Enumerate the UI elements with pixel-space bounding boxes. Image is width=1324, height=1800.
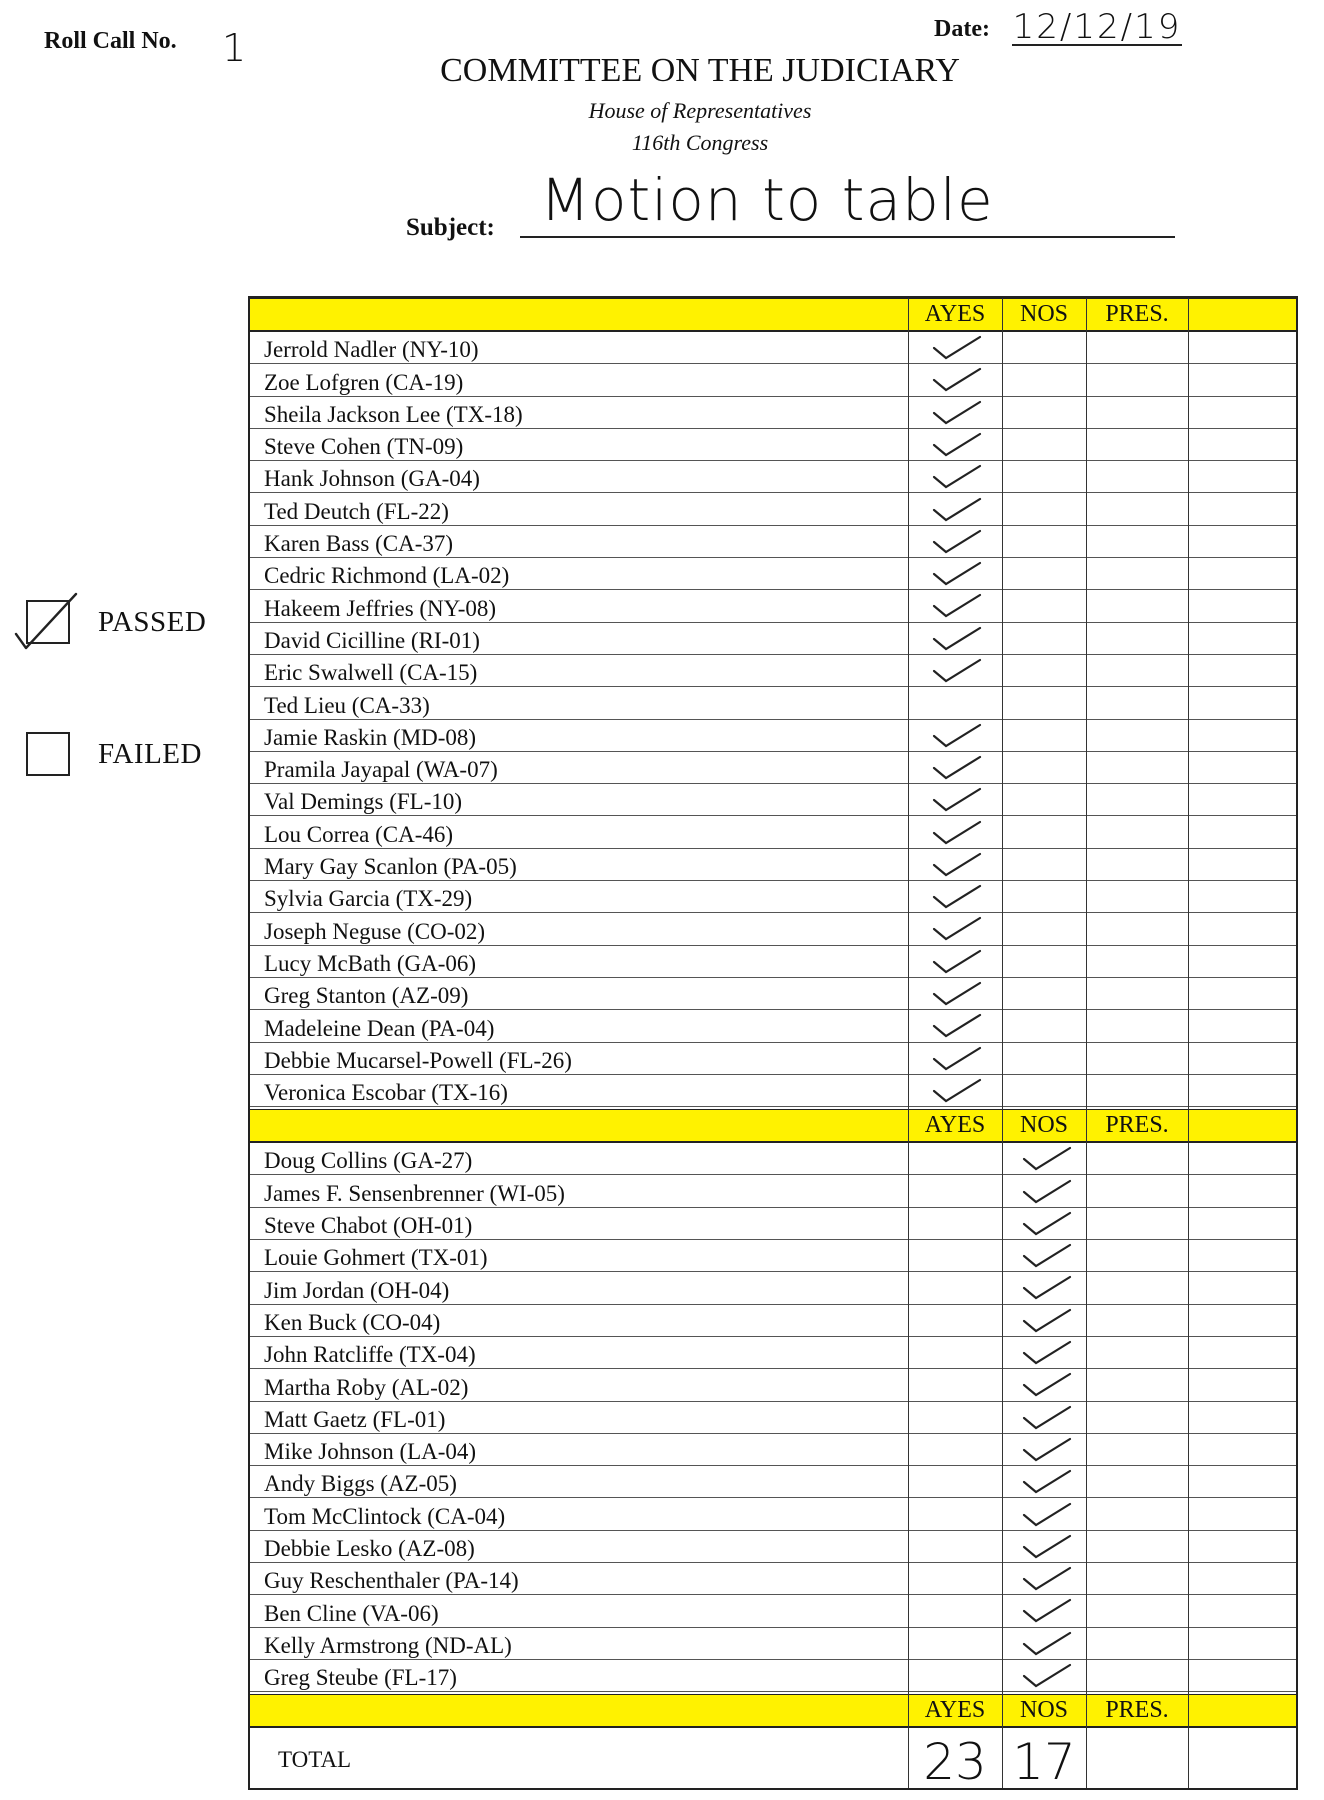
member-row — [250, 558, 1296, 590]
column-divider — [1002, 298, 1003, 1788]
member-row — [250, 752, 1296, 784]
vote-check-icon — [930, 883, 984, 911]
column-header-pres: PRES. — [1105, 1112, 1169, 1139]
member-row — [250, 1176, 1296, 1208]
check-icon — [12, 590, 84, 656]
member-name: Cedric Richmond (LA-02) — [264, 563, 510, 589]
member-row — [250, 1143, 1296, 1175]
member-row — [250, 913, 1296, 945]
member-row — [250, 817, 1296, 849]
subject-underline — [520, 236, 1175, 238]
vote-check-icon — [930, 528, 984, 556]
member-name: Debbie Lesko (AZ-08) — [264, 1536, 475, 1562]
passed-label: PASSED — [98, 605, 207, 638]
member-name: Martha Roby (AL-02) — [264, 1374, 469, 1400]
member-row — [250, 1660, 1296, 1692]
member-row — [250, 429, 1296, 461]
member-name: Sylvia Garcia (TX-29) — [264, 886, 473, 912]
vote-check-icon — [1020, 1339, 1074, 1367]
column-header-ayes: AYES — [924, 1112, 986, 1139]
vote-check-icon — [1020, 1242, 1074, 1270]
vote-check-icon — [930, 980, 984, 1008]
member-name: Karen Bass (CA-37) — [264, 531, 454, 557]
failed-label: FAILED — [98, 737, 202, 770]
member-row — [250, 1531, 1296, 1563]
member-row — [250, 978, 1296, 1010]
vote-check-icon — [930, 754, 984, 782]
member-name: Jim Jordan (OH-04) — [264, 1277, 450, 1303]
member-name: Greg Steube (FL-17) — [264, 1665, 457, 1691]
house-line: House of Representatives — [588, 98, 812, 123]
section-header-row — [250, 298, 1296, 332]
column-header-ayes: AYES — [924, 301, 986, 327]
member-row — [250, 494, 1296, 526]
member-row — [250, 397, 1296, 429]
member-row — [250, 1208, 1296, 1240]
vote-check-icon — [930, 366, 984, 394]
member-name: Steve Cohen (TN-09) — [264, 434, 464, 460]
member-name: Ted Lieu (CA-33) — [264, 692, 430, 718]
section-header-row — [250, 1109, 1296, 1143]
vote-check-icon — [930, 431, 984, 459]
column-divider — [1188, 298, 1189, 1788]
member-row — [250, 332, 1296, 364]
vote-check-icon — [1020, 1210, 1074, 1238]
vote-check-icon — [930, 463, 984, 491]
member-name: John Ratcliffe (TX-04) — [264, 1342, 476, 1368]
column-header-pres: PRES. — [1105, 1697, 1169, 1724]
member-name: Debbie Mucarsel-Powell (FL-26) — [264, 1047, 572, 1073]
member-row — [250, 1466, 1296, 1498]
vote-check-icon — [930, 819, 984, 847]
member-row — [250, 1043, 1296, 1075]
member-row — [250, 1240, 1296, 1272]
vote-check-icon — [930, 851, 984, 879]
member-name: Eric Swalwell (CA-15) — [264, 660, 478, 686]
committee-title: COMMITTEE ON THE JUDICIARY — [440, 52, 960, 89]
member-row — [250, 1369, 1296, 1401]
member-row — [250, 590, 1296, 622]
column-header-pres: PRES. — [1105, 301, 1169, 327]
member-name: Mary Gay Scanlon (PA-05) — [264, 854, 517, 880]
member-row — [250, 1595, 1296, 1627]
date-label: Date: — [934, 16, 990, 42]
vote-check-icon — [1020, 1307, 1074, 1335]
member-row — [250, 687, 1296, 719]
vote-check-icon — [1020, 1662, 1074, 1690]
column-divider — [908, 298, 909, 1788]
vote-check-icon — [930, 625, 984, 653]
member-name: David Cicilline (RI-01) — [264, 627, 480, 653]
member-name: Hank Johnson (GA-04) — [264, 466, 480, 492]
member-name: Jerrold Nadler (NY-10) — [264, 337, 479, 363]
member-name: Madeleine Dean (PA-04) — [264, 1015, 495, 1041]
member-row — [250, 784, 1296, 816]
vote-check-icon — [930, 1077, 984, 1105]
member-row — [250, 1305, 1296, 1337]
vote-check-icon — [1020, 1565, 1074, 1593]
member-name: Louie Gohmert (TX-01) — [264, 1245, 488, 1271]
member-row — [250, 849, 1296, 881]
column-header-nos: NOS — [1019, 301, 1068, 327]
total-label: TOTAL — [278, 1747, 352, 1773]
member-name: Andy Biggs (AZ-05) — [264, 1471, 457, 1497]
member-name: Val Demings (FL-10) — [264, 789, 463, 815]
vote-check-icon — [1020, 1404, 1074, 1432]
member-row — [250, 1499, 1296, 1531]
date-value: 12/12/19 — [1012, 7, 1182, 47]
vote-check-icon — [1020, 1371, 1074, 1399]
member-row — [250, 881, 1296, 913]
member-row — [250, 461, 1296, 493]
vote-check-icon — [930, 1045, 984, 1073]
passed-option — [26, 600, 206, 644]
member-row — [250, 526, 1296, 558]
member-name: Tom McClintock (CA-04) — [264, 1503, 506, 1529]
vote-check-icon — [1020, 1178, 1074, 1206]
vote-check-icon — [1020, 1436, 1074, 1464]
member-row — [250, 1010, 1296, 1042]
total-row — [250, 1728, 1296, 1792]
member-row — [250, 1337, 1296, 1369]
column-divider — [1086, 298, 1087, 1788]
member-name: Sheila Jackson Lee (TX-18) — [264, 401, 523, 427]
roll-call-number: 1 — [222, 26, 247, 70]
member-name: Matt Gaetz (FL-01) — [264, 1406, 446, 1432]
member-name: Lucy McBath (GA-06) — [264, 950, 477, 976]
member-name: Joseph Neguse (CO-02) — [264, 918, 486, 944]
member-row — [250, 1402, 1296, 1434]
failed-option — [26, 732, 202, 776]
member-row — [250, 946, 1296, 978]
vote-check-icon — [930, 657, 984, 685]
vote-check-icon — [930, 560, 984, 588]
member-row — [250, 1075, 1296, 1107]
vote-check-icon — [930, 722, 984, 750]
subject-label: Subject: — [406, 214, 495, 241]
member-row — [250, 1272, 1296, 1304]
failed-checkbox — [26, 732, 70, 776]
member-name: Doug Collins (GA-27) — [264, 1148, 473, 1174]
passed-checkbox — [26, 600, 70, 644]
total-ayes-value: 23 — [923, 1733, 987, 1792]
member-name: Kelly Armstrong (ND-AL) — [264, 1632, 512, 1658]
vote-table — [248, 296, 1298, 1790]
member-row — [250, 623, 1296, 655]
vote-check-icon — [930, 786, 984, 814]
member-name: Lou Correa (CA-46) — [264, 821, 454, 847]
member-name: Veronica Escobar (TX-16) — [264, 1080, 508, 1106]
vote-check-icon — [1020, 1468, 1074, 1496]
vote-check-icon — [930, 496, 984, 524]
roll-call-label: Roll Call No. — [44, 28, 177, 54]
member-row — [250, 1563, 1296, 1595]
vote-check-icon — [930, 592, 984, 620]
column-header-nos: NOS — [1019, 1697, 1068, 1724]
member-row — [250, 1434, 1296, 1466]
member-name: Zoe Lofgren (CA-19) — [264, 369, 464, 395]
section-header-row — [250, 1694, 1296, 1728]
member-name: Pramila Jayapal (WA-07) — [264, 757, 498, 783]
member-name: James F. Sensenbrenner (WI-05) — [264, 1180, 565, 1206]
member-name: Greg Stanton (AZ-09) — [264, 983, 469, 1009]
member-name: Mike Johnson (LA-04) — [264, 1439, 477, 1465]
member-row — [250, 1628, 1296, 1660]
column-header-nos: NOS — [1019, 1112, 1068, 1139]
total-nos-value: 17 — [1012, 1733, 1076, 1792]
member-row — [250, 720, 1296, 752]
vote-check-icon — [930, 1012, 984, 1040]
member-row — [250, 655, 1296, 687]
vote-check-icon — [1020, 1145, 1074, 1173]
column-header-ayes: AYES — [924, 1697, 986, 1724]
vote-check-icon — [1020, 1630, 1074, 1658]
vote-check-icon — [930, 948, 984, 976]
vote-check-icon — [1020, 1533, 1074, 1561]
member-name: Guy Reschenthaler (PA-14) — [264, 1568, 519, 1594]
vote-check-icon — [1020, 1597, 1074, 1625]
vote-check-icon — [930, 399, 984, 427]
congress-line: 116th Congress — [631, 130, 769, 155]
member-name: Hakeem Jeffries (NY-08) — [264, 595, 497, 621]
member-row — [250, 364, 1296, 396]
vote-check-icon — [930, 915, 984, 943]
vote-check-icon — [1020, 1501, 1074, 1529]
vote-check-icon — [1020, 1274, 1074, 1302]
member-name: Jamie Raskin (MD-08) — [264, 724, 477, 750]
member-name: Ted Deutch (FL-22) — [264, 498, 449, 524]
member-name: Steve Chabot (OH-01) — [264, 1213, 473, 1239]
subject-value: Motion to table — [540, 166, 994, 234]
vote-check-icon — [930, 334, 984, 362]
member-name: Ken Buck (CO-04) — [264, 1309, 441, 1335]
member-name: Ben Cline (VA-06) — [264, 1600, 439, 1626]
